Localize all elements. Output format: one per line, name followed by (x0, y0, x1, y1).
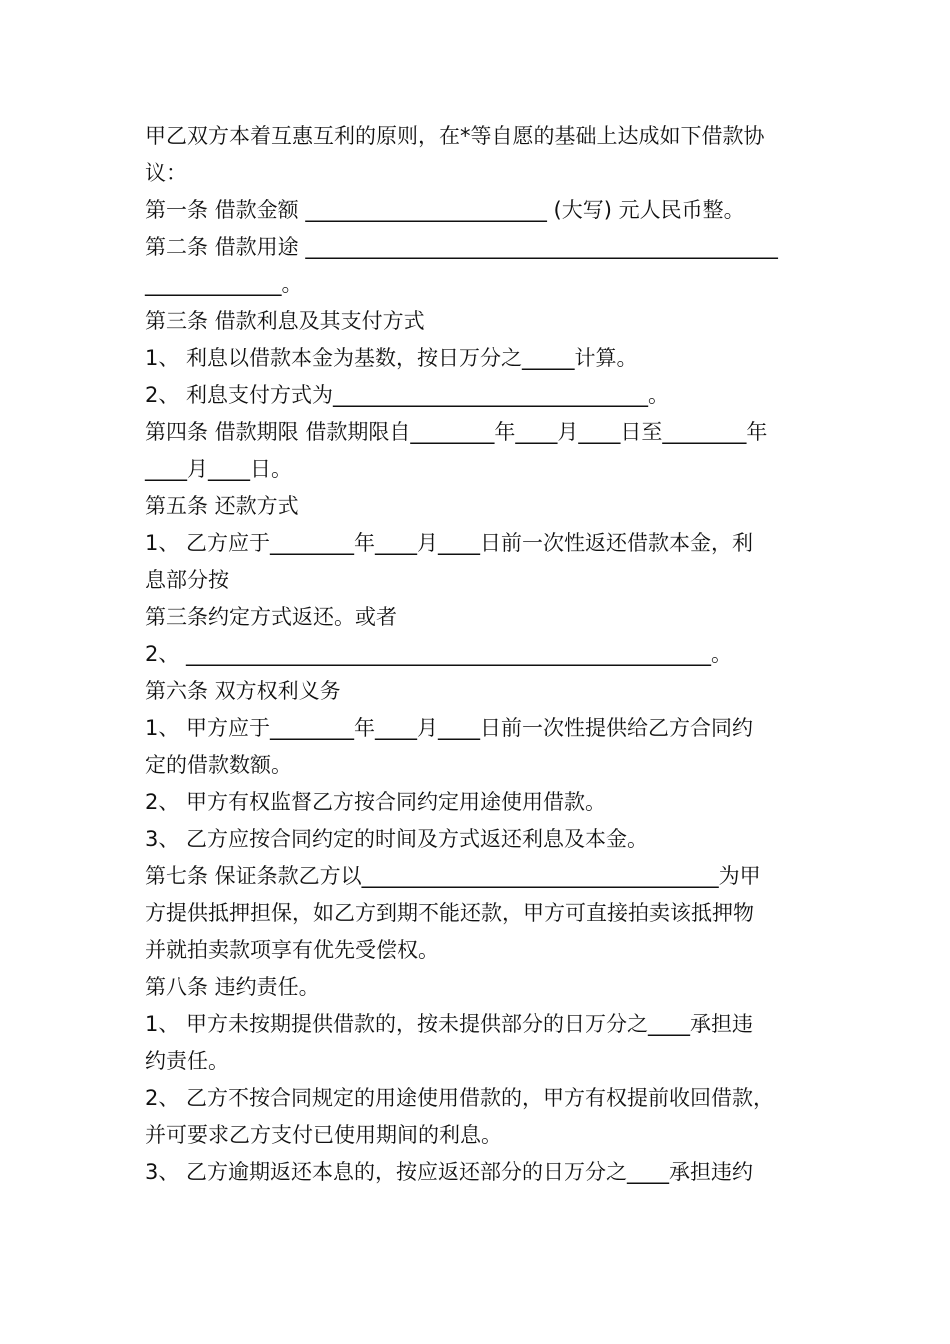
text-line: 第六条 双方权利义务 (145, 679, 341, 703)
text-line: _____________。 (145, 272, 303, 296)
text-line: 2、 __________________________________________________。 (145, 642, 733, 666)
text-line: 息部分按 (145, 568, 229, 592)
text-line: 第五条 还款方式 (145, 494, 299, 518)
text-line: 约责任。 (145, 1049, 229, 1073)
text-line: 第二条 借款用途 _____________________________________________ (145, 235, 778, 259)
text-line: 第一条 借款金额 _______________________ (大写) 元人民币整。 (145, 198, 745, 222)
text-line: 2、 甲方有权监督乙方按合同约定用途使用借款。 (145, 790, 607, 814)
text-line: 并可要求乙方支付已使用期间的利息。 (145, 1123, 502, 1147)
text-line: 方提供抵押担保，如乙方到期不能还款，甲方可直接拍卖该抵押物 (145, 901, 754, 925)
text-line: 第四条 借款期限 借款期限自________年____月____日至________年 (145, 420, 768, 444)
text-line: 第三条 借款利息及其支付方式 (145, 309, 425, 333)
text-line: 1、 甲方未按期提供借款的，按未提供部分的日万分之____承担违 (145, 1012, 754, 1036)
text-line: 1、 利息以借款本金为基数，按日万分之_____计算。 (145, 346, 638, 370)
document-body (145, 118, 810, 1191)
text-line: 3、 乙方逾期返还本息的，按应返还部分的日万分之____承担违约 (145, 1160, 754, 1184)
text-line: 议： (145, 161, 187, 185)
text-line: 第三条约定方式返还。或者 (145, 605, 397, 629)
text-line: 2、 乙方不按合同规定的用途使用借款的，甲方有权提前收回借款， (145, 1086, 775, 1110)
text-line: 2、 利息支付方式为______________________________。 (145, 383, 670, 407)
text-line: 第八条 违约责任。 (145, 975, 320, 999)
text-line: 1、 甲方应于________年____月____日前一次性提供给乙方合同约 (145, 716, 754, 740)
text-line: 甲乙双方本着互惠互利的原则，在*等自愿的基础上达成如下借款协 (145, 124, 765, 148)
text-line: 第七条 保证条款乙方以__________________________________为甲 (145, 864, 761, 888)
text-line: 定的借款数额。 (145, 753, 292, 777)
text-line: 并就拍卖款项享有优先受偿权。 (145, 938, 439, 962)
text-line: ____月____日。 (145, 457, 292, 481)
text-line: 3、 乙方应按合同约定的时间及方式返还利息及本金。 (145, 827, 649, 851)
text-line: 1、 乙方应于________年____月____日前一次性返还借款本金，利 (145, 531, 754, 555)
